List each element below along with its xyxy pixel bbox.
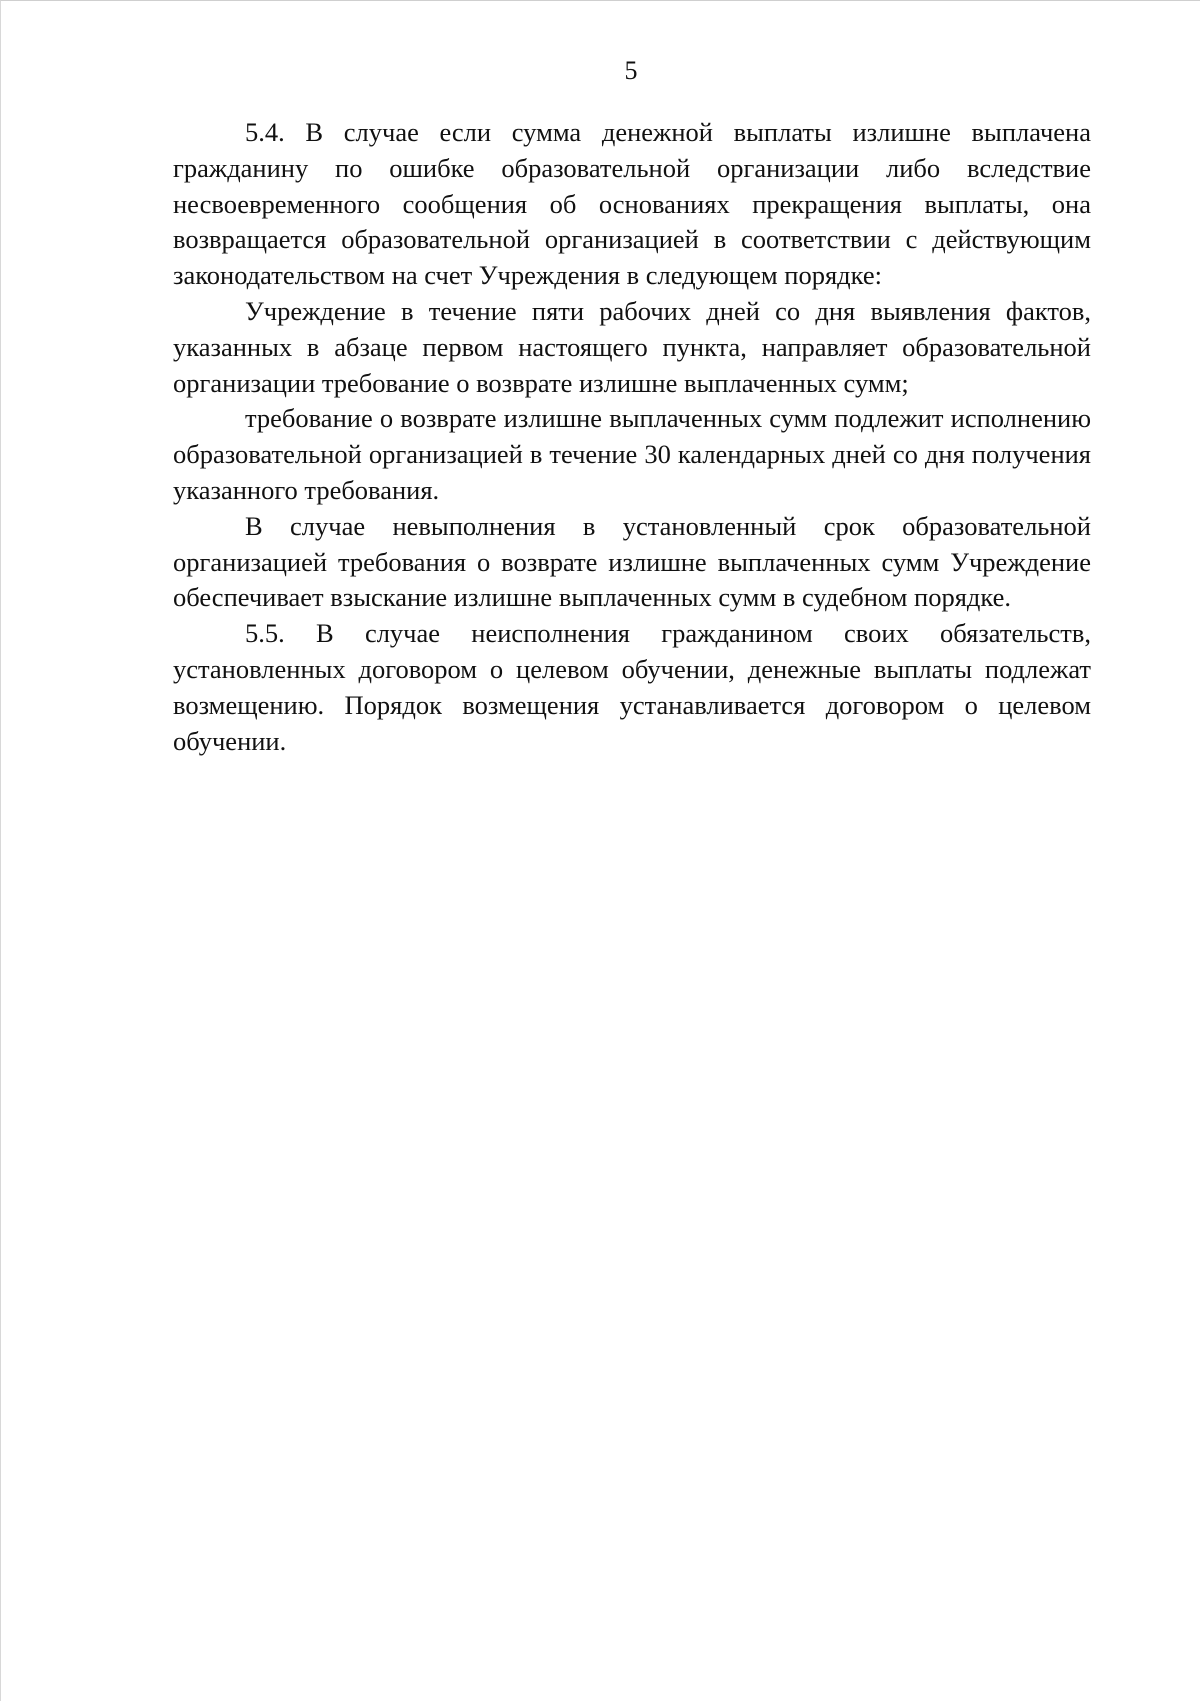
paragraph-refund-deadline: требование о возврате излишне выплаченных сумм подлежит исполнению образовательной организацией в течение 30 календарных дней со дня получения указанного требования. [173,403,1091,505]
page-number: 5 [624,56,638,85]
document-body [173,115,1091,759]
paragraph-notice-procedure: Учреждение в течение пяти рабочих дней со дня выявления фактов, указанных в абзаце первом настоящего пункта, направляет образовательной организации требование о возврате излишне выплаченных сумм; [173,295,1091,398]
paragraph-5-4: 5.4. В случае если сумма денежной выплаты излишне выплачена гражданину по ошибке образовательной организации либо вследствие несвоевременного сообщения об основаниях прекращения выплаты, она возвращается образовательной организацией в соответствии с действующим законодательством на счет Учреждения в следующем порядке: [173,117,1091,291]
paragraph-5-5: 5.5. В случае неисполнения гражданином своих обязательств, установленных договором о целевом обучении, денежные выплаты подлежат возмещению. Порядок возмещения устанавливается договором о целевом обучении. [173,618,1091,756]
paragraph-court-recovery: В случае невыполнения в установленный срок образовательной организацией требования о возврате излишне выплаченных сумм Учреждение обеспечивает взыскание излишне выплаченных сумм в судебном порядке. [173,510,1091,613]
